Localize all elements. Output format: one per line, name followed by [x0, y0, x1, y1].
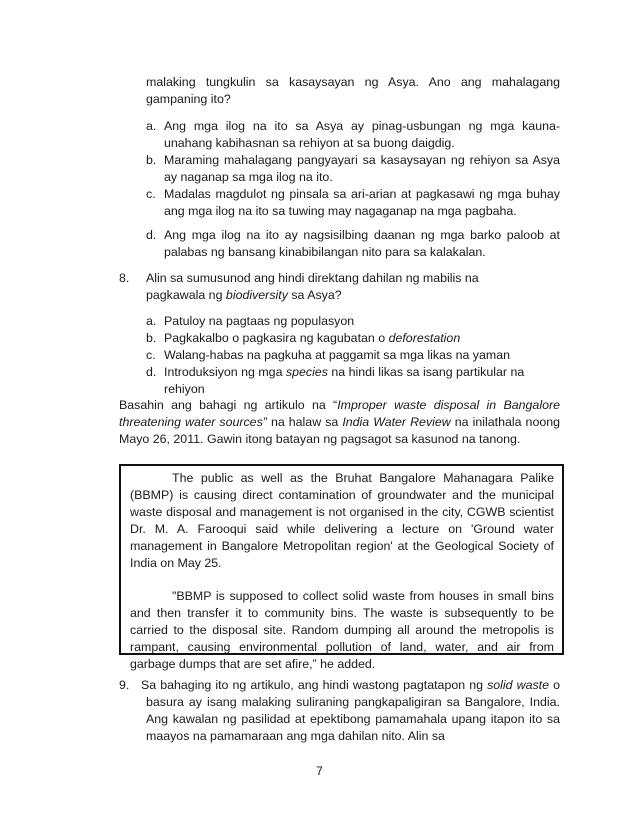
page-number: 7 [316, 764, 323, 778]
q8-stem-text: Alin sa sumusunod ang hindi direktang dahilan ng mabilis na pagkawala ng [146, 271, 479, 302]
q8-number: 8. [119, 271, 130, 285]
q7-option-b[interactable] [146, 152, 560, 186]
q8-stem-emphasis: biodiversity [225, 288, 288, 302]
source-name: India Water Review [342, 415, 451, 429]
option-text-emphasis: deforestation [388, 331, 461, 345]
q9-stem-text: Sa bahaging ito ng artikulo, ang hindi wastong pagtatapon ng [141, 678, 488, 692]
q8-stem-text-end: sa Asya? [287, 288, 342, 302]
option-letter: c. [146, 187, 156, 201]
option-text: Patuloy na pagtaas ng populasyon [164, 314, 355, 328]
option-text: Ang mga ilog na ito ay nagsisilbing daanan ng mga barko paloob at palabas ng bansang kinabibilangan nito para sa kalakalan. [164, 228, 560, 259]
intro-text: Basahin ang bahagi ng artikulo na “ [119, 398, 338, 412]
intro-text-mid: na halaw sa [266, 415, 343, 429]
q7-stem-continuation: malaking tungkulin sa kasaysayan ng Asya. Ano ang mahalagang gampaning ito? [146, 75, 560, 106]
q9-stem [141, 677, 561, 745]
q8-option-a[interactable] [146, 313, 560, 330]
q9-stem-text-end: o basura ay isang malaking suliraning pangkapaligiran sa Bangalore, India. Ang kawalan ng pasilidad at epektibong pamamahala upang itapon ito sa maayos na pamamaraan ang mga dahilan nito. Alin sa [146, 678, 561, 743]
option-text: Maraming mahalagang pangyayari sa kasaysayan ng rehiyon sa Asya ay naganap sa mga ilog na ito. [164, 153, 560, 184]
option-letter: b. [146, 153, 157, 167]
article-intro [119, 397, 560, 448]
option-letter: a. [146, 119, 157, 133]
article-excerpt-box [119, 464, 564, 671]
option-letter: c. [146, 348, 156, 362]
q8-option-b[interactable] [146, 330, 560, 347]
option-text [164, 330, 560, 347]
option-letter: d. [146, 365, 157, 379]
option-text: Madalas magdulot ng pinsala sa ari-arian at pagkasawi ng mga buhay ang mga ilog na ito sa tuwing may nagaganap na mga pagbaha. [164, 187, 560, 218]
option-text-main: Pagkakalbo o pagkasira ng kagubatan o [164, 331, 389, 345]
option-text-main: Introduksiyon ng mga [164, 365, 286, 379]
option-letter: d. [146, 228, 157, 242]
option-letter: a. [146, 314, 157, 328]
article-paragraph-1: The public as well as the Bruhat Bangalore Mahanagara Palike (BBMP) is causing direct contamination of groundwater and the municipal waste disposal and management is not organised in the city, CGWB scientist Dr. M. A. Farooqui said while delivering a lecture on 'Ground water management in Bangalore Metropolitan region' at the Geological Society of India on May 25. [130, 471, 554, 570]
q8-stem [146, 270, 526, 304]
option-text-emphasis: species [285, 365, 328, 379]
option-text: Ang mga ilog na ito sa Asya ay pinag-usbungan ng mga kauna-unahang kabihasnan sa rehiyon at sa buong daigdig. [164, 119, 560, 150]
article-title: Improper waste disposal in Bangalore threatening water sources” [119, 398, 560, 429]
q7-option-c[interactable] [146, 186, 560, 220]
option-text: Walang-habas na pagkuha at paggamit sa mga likas na yaman [164, 348, 510, 362]
q8-option-c[interactable] [146, 347, 560, 364]
option-letter: b. [146, 331, 157, 345]
option-text [164, 364, 538, 398]
q9-number: 9. [119, 678, 130, 692]
q7-option-a[interactable] [146, 118, 560, 152]
q7-option-d[interactable] [146, 227, 560, 261]
q9-stem-emphasis: solid waste [487, 678, 550, 692]
intro-text-end: na inilathala noong Mayo 26, 2011. Gawin itong batayan ng pagsagot sa kasunod na tanong. [119, 415, 561, 446]
q8-option-d[interactable] [146, 364, 560, 398]
article-paragraph-2: "BBMP is supposed to collect solid waste from houses in small bins and then transfer it to community bins. The waste is subsequently to be carried to the disposal site. Random dumping all around the metropolis is rampant, causing environmental pollution of land, water, and air from garbage dumps that are set afire,” he added. [130, 589, 554, 671]
option-text-end: na hindi likas sa isang partikular na rehiyon [164, 365, 525, 396]
